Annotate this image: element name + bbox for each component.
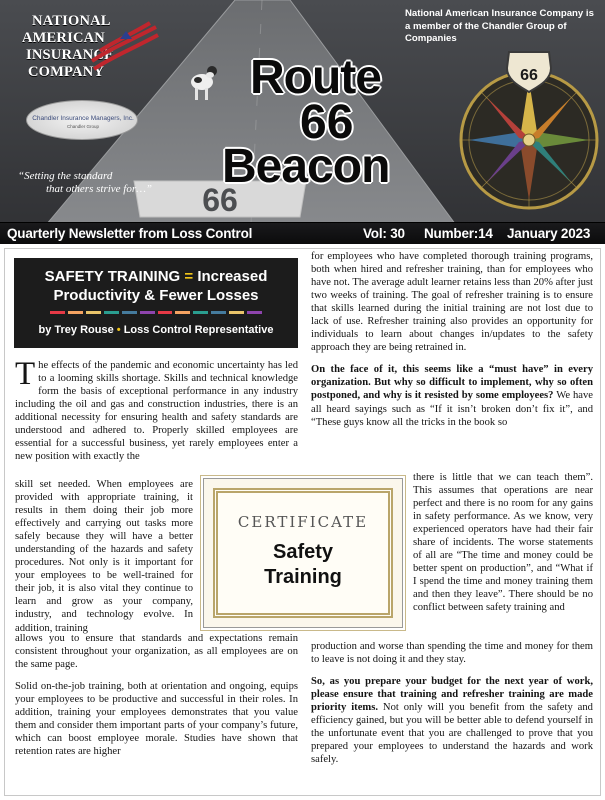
drop-cap: T [15,356,36,392]
volume: Vol: 30 [363,226,405,241]
logo-line-4: COMPANY [28,64,105,80]
right-column-narrow [413,471,593,615]
slogan-line-2: that others strive for…” [46,183,153,195]
dash-segment [158,311,173,314]
dash-segment [68,311,83,314]
chandler-name: Chandler Insurance Managers, Inc. [32,115,134,122]
right-column-bottom [311,640,593,766]
title-66: 66 [300,96,354,149]
logo-line-2: AMERICAN [22,30,105,46]
headline-line-1 [14,268,298,285]
chandler-logo [26,100,138,140]
logo-line-1: NATIONAL [32,13,111,29]
right-paragraph-1: for employees who have completed thorough training programs, both when hired and refresher training, than for employees who have not. The average adult learner retains less than 20% after just two weeks of training. The goal of refresher training is to ensure that skills learned during the initial training are not lost due to lack of use. Refresher training also provides an opportunity for individuals to learn about changes in/updates to the safety approach they are being retrained in. [311,251,593,354]
masthead [0,0,605,244]
slogan [18,170,178,196]
left-column-intro [15,356,298,463]
dash-segment [50,311,65,314]
issue-date: January 2023 [507,226,591,241]
road-66-text: 66 [202,182,238,218]
right-paragraph-2-start: We have all heard sayings such as “If it isn’t broken don’t fix it”, and “These guys know all the tricks in the book so [311,390,593,428]
dash-segment [193,311,208,314]
left-paragraph-1-end: allows you to ensure that standards and expectations remain consistent throughout your organization, as all employees are on the same page. [15,633,298,671]
dash-segment [122,311,137,314]
left-paragraph-2: Solid on-the-job training, both at orientation and ongoing, equips your employees to be productive and successful in their roles. In addition, training your employees demonstrates that you value them and consider them important parts of your company’s future, which can boost employee morale. Studies have shown that retention rates are higher [15,681,298,758]
headline-part-2: Increased [197,268,268,285]
certificate-word: CERTIFICATE [237,513,369,531]
byline [14,324,298,336]
right-paragraph-2-end: production and worse than spending the time and money for them to leave is not doing it and they stay. [311,641,593,666]
compass-emblem [455,40,603,210]
left-paragraph-1-narrow: skill set needed. When employees are provided with appropriate training, it results in them doing their job more effectively and carrying out tasks more safely because they will have a better understanding of the hazards and safety procedures. Not only is it important for your employees to be well-trained for their job, it is also vital they continue to learn and grow as your company, industry, and technology evolve. In addition, training [15,479,193,634]
title-route: Route [250,51,381,104]
left-column-narrow [15,478,193,635]
headline-equals: = [184,268,194,285]
issue-number: Number:14 [424,226,493,241]
right-column-top [311,250,593,429]
color-dash-divider [50,311,262,314]
newsletter-tagline: Quarterly Newsletter from Loss Control [7,226,253,241]
dash-segment [104,311,119,314]
masthead-footer-bar [0,222,605,244]
dash-segment [140,311,155,314]
certificate-title-line-2: Training [264,566,342,588]
byline-dot: • [116,324,121,336]
right-paragraph-3-bold: So, as you prepare your budget for the next year of work, please ensure that training and refresher training are made priority items. [311,676,593,714]
member-note: National American Insurance Company is a member of the Chandler Group of Companies [405,8,594,44]
byline-role: Loss Control Representative [123,324,274,336]
flag-stripes-icon [90,21,160,73]
dash-segment [229,311,244,314]
logo-line-3: INSURANCE [26,47,115,63]
title-beacon: Beacon [222,140,390,193]
headline-box [14,258,298,348]
left-paragraph-1-start: he effects of the pandemic and economic uncertainty has led to a looming skills shortage. Skills and technical knowledge form the basis of exceptional performance in any industry including the oil and gas and construction industries, there is an additional necessity for ensuring health and safety standards are understood and adhered to. Properly skilled employees are essential for a successful business, yet rarely employees enter a new position with exactly the [15,360,298,463]
certificate-title-line-1: Safety [272,541,334,563]
national-american-logo [10,9,160,81]
headline-part-1: SAFETY TRAINING [44,268,181,285]
certificate-border [213,488,393,618]
dash-segment [86,311,101,314]
right-paragraph-2-narrow: there is little that we can teach them”. This assumes that operations are near perfect and there is no room for any gains in safety performance. As we know, very experienced operators have had their fair share of incidents. The worse statements of all are “The time and money could be better spent on production”, and “What if I spend the time and money training them and then they leave”. There should be no conflict between safety training and [413,472,593,614]
byline-author: by Trey Rouse [38,324,114,336]
chandler-subtitle: Chandler Group [66,124,100,129]
dash-segment [175,311,190,314]
dash-segment [247,311,262,314]
right-paragraph-2-bold: On the face of it, this seems like a “must have” in every organization. But why so difficult to implement, why so often postponed, and why is it resisted by some employees? [311,364,593,402]
left-column-bottom [15,632,298,758]
shield-text: 66 [520,67,538,84]
right-paragraph-3-rest: Not only will you benefit from the safety and efficiency gained, but you will be better able to defend yourself in the unfortunate event that you are challenged to prove that you prepared your employees to understand the hazards and work safely. [311,702,593,766]
dash-segment [211,311,226,314]
headline-line-2: Productivity & Fewer Losses [53,287,259,304]
certificate-image [203,478,403,628]
slogan-line-1: “Setting the standard [18,170,113,182]
